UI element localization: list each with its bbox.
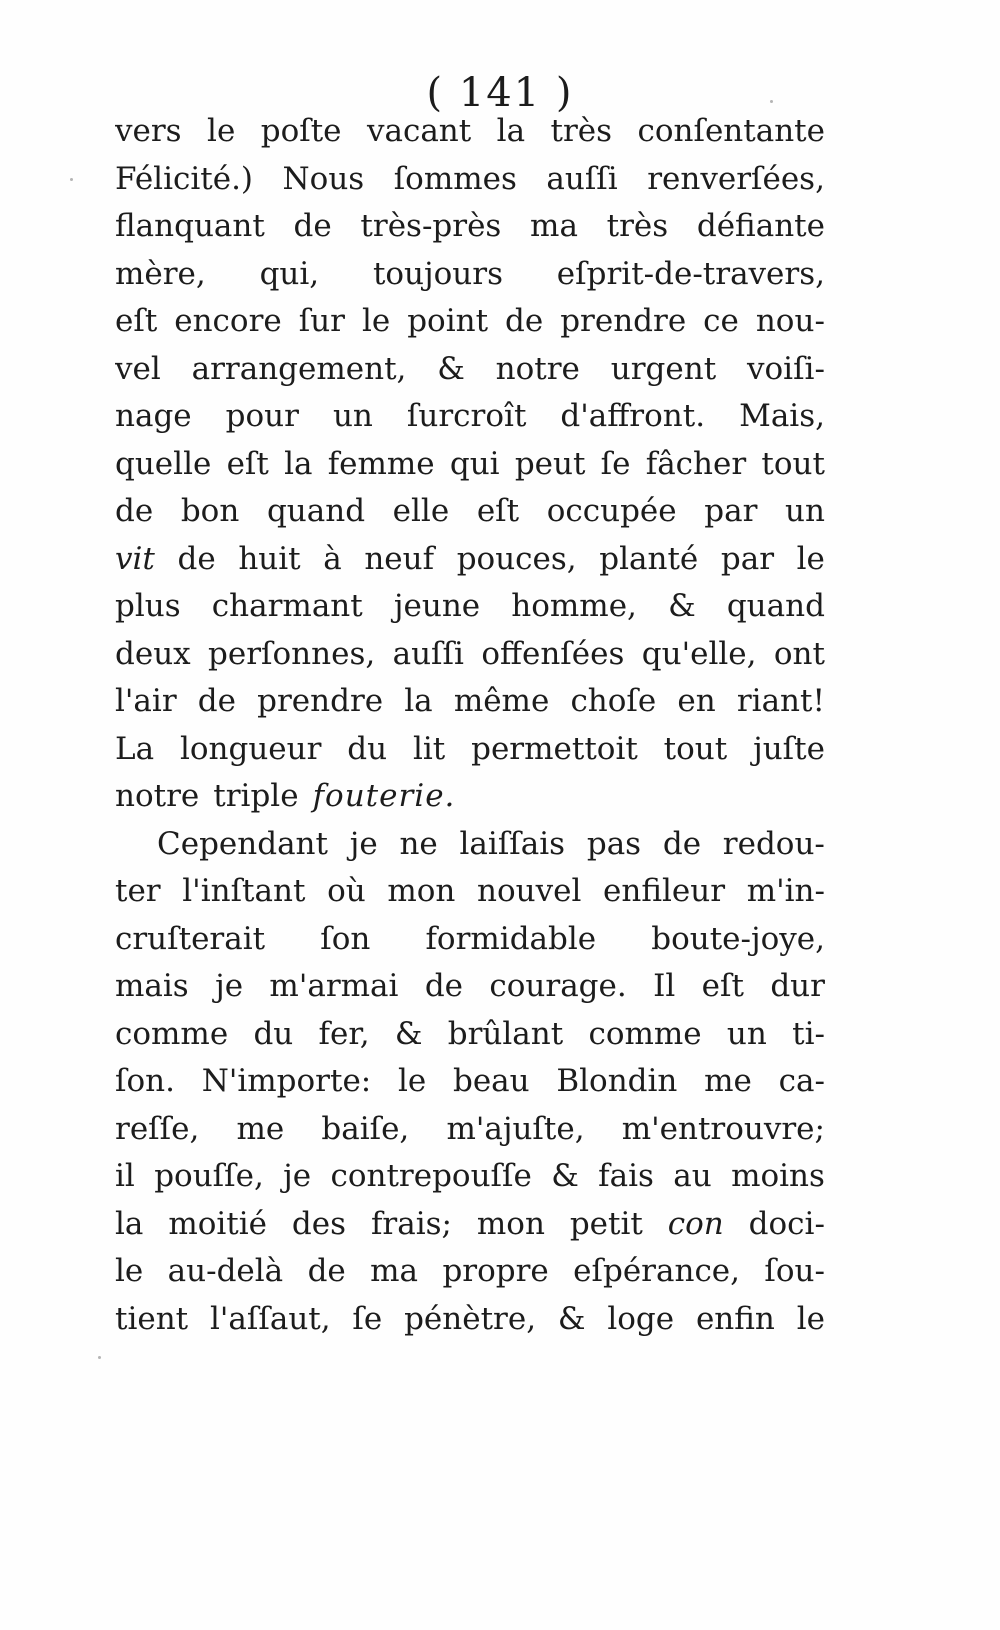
word: je	[215, 968, 244, 1004]
word: voiſi-	[746, 350, 825, 387]
word: des	[291, 1205, 347, 1242]
word: toujours	[372, 255, 503, 292]
word: brûlant	[447, 1015, 564, 1052]
word: le	[361, 303, 391, 339]
word: eſt	[226, 445, 269, 482]
text-line	[115, 108, 825, 156]
text-line	[115, 251, 825, 299]
paper-speck	[770, 100, 773, 103]
word: Nous	[282, 160, 365, 197]
word: par	[720, 540, 775, 577]
word: charmant	[211, 588, 363, 624]
word: courage.	[489, 968, 627, 1004]
word: m'armai	[269, 968, 399, 1004]
text-line	[115, 156, 825, 204]
word: arrangement,	[191, 350, 407, 387]
word: urgent	[610, 350, 717, 387]
word: tout	[761, 445, 825, 482]
word: eſpérance,	[573, 1253, 741, 1289]
word: je	[283, 1158, 312, 1194]
word: lit	[412, 730, 446, 767]
text-line	[115, 1153, 825, 1201]
word: quand	[726, 588, 825, 624]
word: notre	[115, 778, 200, 814]
word: encore	[174, 303, 282, 339]
word: poſte	[260, 113, 342, 149]
word: ti-	[792, 1015, 825, 1052]
word: me	[704, 1063, 752, 1099]
text-line	[115, 821, 825, 869]
word: de	[177, 540, 216, 577]
word: dur	[770, 968, 825, 1004]
word: fais	[598, 1158, 654, 1194]
word: nouvel	[477, 873, 582, 909]
word: ſe	[600, 445, 631, 482]
word: fouterie.	[312, 778, 456, 814]
word: qui	[449, 445, 500, 482]
word: très	[606, 208, 669, 244]
word: où	[327, 873, 366, 909]
word: un	[332, 398, 373, 434]
text-line	[115, 441, 825, 489]
word: un	[726, 1015, 767, 1052]
word: femme	[327, 445, 435, 482]
text-line	[115, 1248, 825, 1296]
word: Il	[653, 968, 676, 1004]
word: loge	[607, 1300, 675, 1337]
text-line	[115, 298, 825, 346]
word: prendre	[560, 303, 687, 339]
word: ſou-	[764, 1253, 825, 1289]
word: nage	[115, 398, 192, 434]
word: peut	[514, 445, 586, 482]
word: quand	[266, 493, 366, 529]
word: nou-	[755, 303, 825, 339]
paper-speck	[70, 178, 73, 181]
word: me	[236, 1110, 285, 1147]
word: frais;	[370, 1205, 452, 1242]
word: Félicité.)	[115, 160, 254, 197]
word: vit	[115, 540, 155, 577]
text-line	[115, 678, 825, 726]
word: comme	[115, 1015, 229, 1052]
word: moins	[731, 1158, 825, 1194]
word: reſſe,	[115, 1110, 200, 1147]
word: Blondin	[556, 1063, 678, 1099]
word: permettoit	[471, 730, 638, 767]
text-line	[115, 1201, 825, 1249]
word: ſe	[352, 1300, 383, 1337]
word: enfileur	[603, 873, 726, 909]
word: point	[407, 303, 489, 339]
word: mon	[387, 873, 456, 909]
word: renverſées,	[647, 160, 825, 197]
text-line	[115, 868, 825, 916]
word: moitié	[168, 1205, 268, 1242]
word: ce	[703, 303, 739, 339]
word: l'aſſaut,	[209, 1300, 331, 1337]
word: pouces,	[456, 540, 577, 577]
word: au-delà	[167, 1253, 284, 1289]
word: auſſi	[546, 160, 618, 197]
word: Mais,	[739, 398, 825, 434]
word: le	[796, 1300, 825, 1337]
word: qu'elle,	[641, 635, 757, 672]
word: m'in-	[746, 873, 825, 909]
word: redou-	[722, 825, 825, 862]
word: eſt	[701, 968, 744, 1004]
word: elle	[392, 493, 450, 529]
word: la	[404, 683, 433, 719]
word: longueur	[179, 730, 322, 767]
text-line	[115, 346, 825, 394]
word: petit	[569, 1205, 643, 1242]
word: du	[253, 1015, 294, 1052]
word: ne	[399, 825, 438, 862]
word: ma	[530, 208, 578, 244]
word: de	[307, 1253, 346, 1289]
word: formidable	[425, 920, 597, 957]
word: m'entrouvre;	[621, 1110, 825, 1147]
word: &	[557, 1300, 586, 1337]
word: flanquant	[115, 208, 265, 244]
word: eſprit-de-travers,	[556, 255, 825, 292]
word: bon	[180, 493, 240, 529]
word: cruſterait	[115, 920, 266, 957]
word: de	[115, 493, 154, 529]
word: huit	[238, 540, 301, 577]
word: pouſſe,	[154, 1158, 264, 1194]
word: ont	[773, 635, 825, 672]
word: je	[349, 825, 378, 862]
word: planté	[599, 540, 699, 577]
word: quelle	[115, 445, 212, 482]
word: la	[115, 1205, 144, 1242]
word: au	[673, 1158, 712, 1194]
text-line	[115, 488, 825, 536]
word: beau	[452, 1063, 530, 1099]
word: l'air	[115, 683, 177, 719]
word: de	[197, 683, 236, 719]
text-line	[115, 1296, 825, 1344]
word: offenſées	[481, 635, 625, 672]
word: fâcher	[645, 445, 747, 482]
word: ſurcroît	[406, 398, 527, 434]
word: pas	[586, 825, 642, 862]
word: vers	[115, 113, 182, 149]
word: occupée	[546, 493, 677, 529]
word: perſonnes,	[208, 635, 376, 672]
text-line	[115, 773, 825, 821]
word: mère,	[115, 255, 206, 292]
word: con	[667, 1205, 724, 1242]
word: l'inſtant	[182, 873, 306, 909]
word: juſte	[753, 730, 825, 767]
word: d'affront.	[560, 398, 706, 434]
word: très	[550, 113, 613, 149]
word: pénètre,	[404, 1300, 537, 1337]
word: ter	[115, 873, 161, 909]
text-line	[115, 916, 825, 964]
word: propre	[442, 1253, 549, 1289]
word: très-près	[360, 208, 502, 244]
word: triple	[213, 778, 299, 814]
word: la	[284, 445, 313, 482]
word: ſon.	[115, 1063, 175, 1099]
word: baiſe,	[321, 1110, 410, 1147]
word: neuf	[364, 540, 435, 577]
word: le	[796, 540, 825, 577]
word: ma	[370, 1253, 419, 1289]
word: choſe	[570, 683, 657, 719]
word: un	[785, 493, 825, 529]
word: comme	[588, 1015, 702, 1052]
word: enfin	[695, 1300, 775, 1337]
word: même	[453, 683, 550, 719]
word: riant!	[736, 683, 825, 719]
word: jeune	[393, 588, 481, 624]
word: Cependant	[157, 825, 328, 862]
text-line	[115, 726, 825, 774]
word: de	[662, 825, 702, 862]
word: La	[115, 730, 155, 767]
word: le	[115, 1253, 144, 1289]
text-line	[115, 583, 825, 631]
word: qui,	[259, 255, 320, 292]
paper-speck	[98, 1356, 101, 1359]
word: de	[505, 303, 544, 339]
word: tient	[115, 1300, 189, 1337]
word: notre	[495, 350, 580, 387]
word: vacant	[366, 113, 472, 149]
word: de	[424, 968, 464, 1004]
word: N'importe:	[201, 1063, 372, 1099]
page-number: ( 141 )	[426, 70, 574, 116]
word: eſt	[476, 493, 520, 529]
word: à	[323, 540, 342, 577]
word: doci-	[748, 1205, 825, 1242]
word: &	[394, 1015, 423, 1052]
word: vel	[115, 350, 161, 387]
word: deux	[115, 635, 191, 672]
word: laiſſais	[459, 825, 566, 862]
word: eſt	[115, 303, 158, 339]
word: en	[677, 683, 716, 719]
text-line	[115, 1011, 825, 1059]
word: &	[668, 588, 696, 624]
word: m'ajuſte,	[446, 1110, 585, 1147]
word: plus	[115, 588, 181, 624]
word: &	[551, 1158, 579, 1194]
word: mon	[476, 1205, 545, 1242]
word: ſon	[320, 920, 371, 957]
word: auſſi	[392, 635, 464, 672]
text-line	[115, 1058, 825, 1106]
word: la	[496, 113, 526, 149]
word: fer,	[318, 1015, 370, 1052]
text-line	[115, 1106, 825, 1154]
word: ſommes	[393, 160, 517, 197]
word: le	[397, 1063, 427, 1099]
word: de	[293, 208, 332, 244]
word: homme,	[511, 588, 637, 624]
word: &	[437, 350, 465, 387]
word: pour	[225, 398, 299, 434]
word: par	[704, 493, 758, 529]
word: ca-	[778, 1063, 825, 1099]
text-line	[115, 393, 825, 441]
text-line	[115, 536, 825, 584]
word: mais	[115, 968, 189, 1004]
word: contrepouſſe	[330, 1158, 532, 1194]
word: boute-joye,	[651, 920, 825, 957]
text-line	[115, 631, 825, 679]
text-line	[115, 203, 825, 251]
word: prendre	[257, 683, 384, 719]
word: du	[347, 730, 388, 767]
word: défiante	[696, 208, 825, 244]
text-line	[115, 963, 825, 1011]
body-text	[115, 108, 825, 1343]
word: le	[207, 113, 236, 149]
word: tout	[663, 730, 728, 767]
word: conſentante	[637, 113, 825, 149]
word: ſur	[298, 303, 345, 339]
word: il	[115, 1158, 135, 1194]
